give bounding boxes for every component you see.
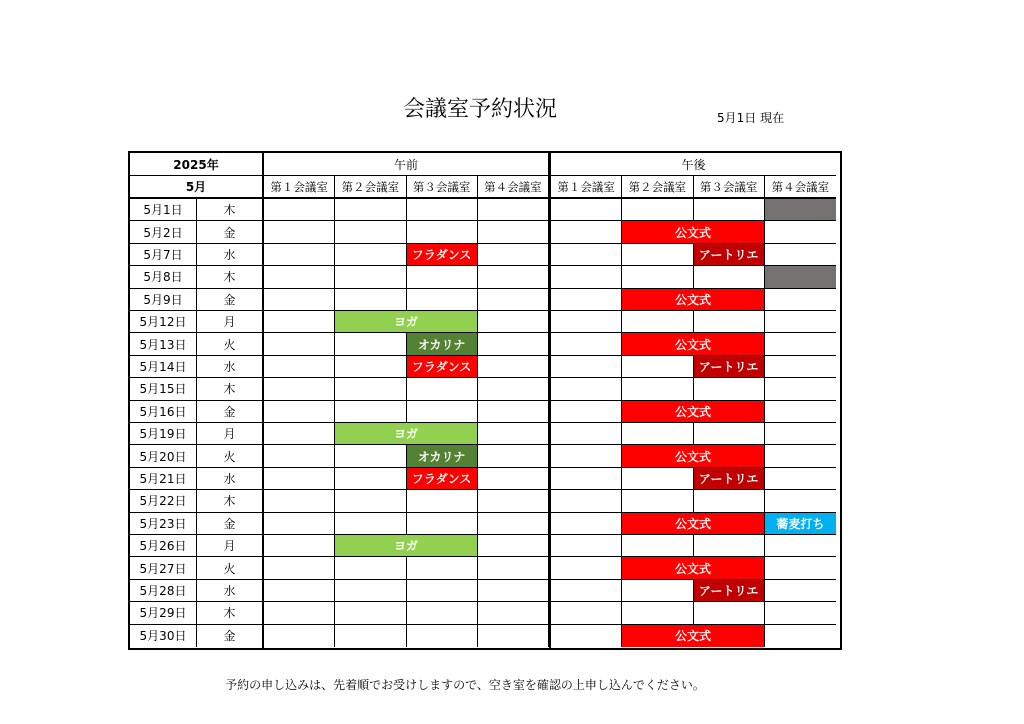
slot-empty[interactable] bbox=[335, 625, 406, 647]
slot-empty[interactable] bbox=[264, 199, 335, 221]
slot-empty[interactable] bbox=[622, 356, 693, 378]
slot-empty[interactable] bbox=[765, 311, 836, 333]
slot-empty[interactable] bbox=[478, 602, 549, 624]
slot-empty[interactable] bbox=[551, 625, 622, 647]
slot-empty[interactable] bbox=[765, 356, 836, 378]
slot-empty[interactable] bbox=[264, 221, 335, 243]
slot-empty[interactable] bbox=[765, 378, 836, 400]
slot-empty[interactable] bbox=[622, 199, 693, 221]
header-room: 第１会議室 bbox=[551, 176, 622, 199]
slot-empty[interactable] bbox=[335, 513, 406, 535]
reservation-block[interactable]: 公文式 bbox=[622, 557, 765, 579]
slot-empty[interactable] bbox=[335, 602, 406, 624]
slot-empty[interactable] bbox=[551, 535, 622, 557]
reservation-block[interactable]: オカリナ bbox=[407, 445, 478, 467]
reservation-block[interactable]: ヨガ bbox=[335, 423, 478, 445]
header-room: 第１会議室 bbox=[264, 176, 335, 199]
row-date: 5月20日 bbox=[130, 445, 197, 467]
slot-empty[interactable] bbox=[478, 221, 549, 243]
slot-empty[interactable] bbox=[264, 423, 335, 445]
slot-empty[interactable] bbox=[335, 557, 406, 579]
row-weekday: 火 bbox=[197, 333, 262, 355]
slot-empty[interactable] bbox=[478, 244, 549, 266]
slot-empty[interactable] bbox=[622, 490, 693, 512]
slot-empty[interactable] bbox=[765, 490, 836, 512]
slot-empty[interactable] bbox=[622, 423, 693, 445]
slot-empty[interactable] bbox=[551, 580, 622, 602]
slot-empty[interactable] bbox=[335, 468, 406, 490]
unavailable-block[interactable] bbox=[765, 199, 836, 221]
header-room: 第３会議室 bbox=[694, 176, 765, 199]
slot-empty[interactable] bbox=[694, 423, 765, 445]
row-date: 5月27日 bbox=[130, 557, 197, 579]
slot-empty[interactable] bbox=[551, 244, 622, 266]
row-date: 5月1日 bbox=[130, 199, 197, 221]
slot-empty[interactable] bbox=[622, 602, 693, 624]
slot-empty[interactable] bbox=[551, 333, 622, 355]
slot-empty[interactable] bbox=[765, 468, 836, 490]
slot-empty[interactable] bbox=[335, 401, 406, 423]
slot-empty[interactable] bbox=[551, 513, 622, 535]
slot-empty[interactable] bbox=[478, 401, 549, 423]
slot-empty[interactable] bbox=[551, 378, 622, 400]
row-date: 5月15日 bbox=[130, 378, 197, 400]
slot-empty[interactable] bbox=[335, 580, 406, 602]
slot-empty[interactable] bbox=[478, 311, 549, 333]
slot-empty[interactable] bbox=[551, 289, 622, 311]
slot-empty[interactable] bbox=[765, 557, 836, 579]
slot-empty[interactable] bbox=[551, 602, 622, 624]
slot-empty[interactable] bbox=[335, 333, 406, 355]
slot-empty[interactable] bbox=[551, 356, 622, 378]
slot-empty[interactable] bbox=[694, 378, 765, 400]
column-separator bbox=[262, 153, 264, 648]
unavailable-block[interactable] bbox=[765, 266, 836, 288]
slot-empty[interactable] bbox=[335, 289, 406, 311]
slot-empty[interactable] bbox=[335, 221, 406, 243]
row-date: 5月19日 bbox=[130, 423, 197, 445]
slot-empty[interactable] bbox=[407, 199, 478, 221]
slot-empty[interactable] bbox=[765, 423, 836, 445]
row-date: 5月28日 bbox=[130, 580, 197, 602]
reservation-block[interactable]: 公文式 bbox=[622, 289, 765, 311]
column-separator bbox=[549, 153, 551, 648]
footer-note: 予約の申し込みは、先着順でお受けしますので、空き室を確認の上申し込んでください。 bbox=[225, 678, 705, 692]
slot-empty[interactable] bbox=[478, 445, 549, 467]
slot-empty[interactable] bbox=[264, 289, 335, 311]
slot-empty[interactable] bbox=[765, 244, 836, 266]
slot-empty[interactable] bbox=[622, 468, 693, 490]
slot-empty[interactable] bbox=[264, 333, 335, 355]
reservation-block[interactable]: 公文式 bbox=[622, 401, 765, 423]
header-pm: 午後 bbox=[551, 153, 836, 176]
reservation-block[interactable]: 公文式 bbox=[622, 445, 765, 467]
reservation-block[interactable]: ヨガ bbox=[335, 535, 478, 557]
row-date: 5月29日 bbox=[130, 602, 197, 624]
reservation-block[interactable]: 蕎麦打ち bbox=[765, 513, 836, 535]
slot-empty[interactable] bbox=[478, 580, 549, 602]
slot-empty[interactable] bbox=[264, 266, 335, 288]
slot-empty[interactable] bbox=[407, 266, 478, 288]
reservation-block[interactable]: 公文式 bbox=[622, 333, 765, 355]
row-weekday: 水 bbox=[197, 244, 262, 266]
reservation-block[interactable]: 公文式 bbox=[622, 625, 765, 647]
slot-empty[interactable] bbox=[335, 244, 406, 266]
slot-empty[interactable] bbox=[551, 311, 622, 333]
slot-empty[interactable] bbox=[264, 378, 335, 400]
slot-empty[interactable] bbox=[478, 356, 549, 378]
slot-empty[interactable] bbox=[335, 199, 406, 221]
slot-empty[interactable] bbox=[407, 557, 478, 579]
slot-empty[interactable] bbox=[407, 289, 478, 311]
slot-empty[interactable] bbox=[551, 423, 622, 445]
slot-empty[interactable] bbox=[622, 311, 693, 333]
reservation-block[interactable]: 公文式 bbox=[622, 221, 765, 243]
slot-empty[interactable] bbox=[478, 513, 549, 535]
row-date: 5月2日 bbox=[130, 221, 197, 243]
row-date: 5月22日 bbox=[130, 490, 197, 512]
row-weekday: 金 bbox=[197, 289, 262, 311]
row-weekday: 水 bbox=[197, 356, 262, 378]
slot-empty[interactable] bbox=[551, 557, 622, 579]
slot-empty[interactable] bbox=[694, 535, 765, 557]
slot-empty[interactable] bbox=[407, 513, 478, 535]
row-weekday: 月 bbox=[197, 311, 262, 333]
slot-empty[interactable] bbox=[264, 513, 335, 535]
slot-empty[interactable] bbox=[335, 378, 406, 400]
header-year: 2025年 bbox=[130, 153, 262, 176]
slot-empty[interactable] bbox=[264, 557, 335, 579]
row-weekday: 木 bbox=[197, 378, 262, 400]
slot-empty[interactable] bbox=[478, 490, 549, 512]
slot-empty[interactable] bbox=[264, 602, 335, 624]
row-weekday: 木 bbox=[197, 266, 262, 288]
slot-empty[interactable] bbox=[622, 244, 693, 266]
reservation-block[interactable]: アートリエ bbox=[694, 468, 765, 490]
row-weekday: 金 bbox=[223, 629, 236, 644]
slot-empty[interactable] bbox=[478, 468, 549, 490]
row-weekday: 月 bbox=[197, 535, 262, 557]
row-date: 5月14日 bbox=[130, 356, 197, 378]
row-weekday: 水 bbox=[197, 580, 262, 602]
row-date: 5月8日 bbox=[130, 266, 197, 288]
reservation-block[interactable]: フラダンス bbox=[407, 356, 478, 378]
slot-empty[interactable] bbox=[551, 221, 622, 243]
slot-empty[interactable] bbox=[264, 468, 335, 490]
as-of-date: 5月1日 現在 bbox=[717, 111, 785, 125]
slot-empty[interactable] bbox=[335, 356, 406, 378]
slot-empty[interactable] bbox=[694, 311, 765, 333]
header-room: 第４会議室 bbox=[765, 176, 836, 199]
slot-empty[interactable] bbox=[478, 378, 549, 400]
slot-empty[interactable] bbox=[264, 490, 335, 512]
reservation-block[interactable]: アートリエ bbox=[694, 356, 765, 378]
slot-empty[interactable] bbox=[622, 535, 693, 557]
row-date: 5月30日 bbox=[130, 625, 197, 647]
row-weekday: 金 bbox=[197, 221, 262, 243]
slot-empty[interactable] bbox=[622, 580, 693, 602]
slot-empty[interactable] bbox=[694, 602, 765, 624]
slot-empty[interactable] bbox=[694, 199, 765, 221]
slot-empty[interactable] bbox=[264, 580, 335, 602]
slot-empty[interactable] bbox=[765, 221, 836, 243]
slot-empty[interactable] bbox=[407, 221, 478, 243]
header-room: 第４会議室 bbox=[478, 176, 549, 199]
row-date: 5月23日 bbox=[130, 513, 197, 535]
reservation-block[interactable]: アートリエ bbox=[694, 580, 765, 602]
slot-empty[interactable] bbox=[264, 356, 335, 378]
slot-empty[interactable] bbox=[407, 580, 478, 602]
slot-empty[interactable] bbox=[335, 266, 406, 288]
header-room: 第２会議室 bbox=[335, 176, 406, 199]
slot-empty[interactable] bbox=[335, 445, 406, 467]
slot-empty[interactable] bbox=[765, 401, 836, 423]
slot-empty[interactable] bbox=[478, 625, 549, 647]
row-date: 5月13日 bbox=[130, 333, 197, 355]
slot-empty[interactable] bbox=[407, 378, 478, 400]
slot-empty[interactable] bbox=[478, 423, 549, 445]
row-weekday: 水 bbox=[197, 468, 262, 490]
row-weekday: 火 bbox=[197, 557, 262, 579]
row-date: 5月7日 bbox=[130, 244, 197, 266]
row-date: 5月9日 bbox=[130, 289, 197, 311]
slot-empty[interactable] bbox=[694, 266, 765, 288]
slot-empty[interactable] bbox=[765, 289, 836, 311]
row-date: 5月26日 bbox=[130, 535, 197, 557]
slot-empty[interactable] bbox=[264, 445, 335, 467]
slot-empty[interactable] bbox=[264, 625, 335, 647]
row-weekday: 火 bbox=[197, 445, 262, 467]
reservation-block[interactable]: ヨガ bbox=[335, 311, 478, 333]
slot-empty[interactable] bbox=[551, 468, 622, 490]
slot-empty[interactable] bbox=[478, 289, 549, 311]
slot-empty[interactable] bbox=[335, 490, 406, 512]
slot-empty[interactable] bbox=[264, 244, 335, 266]
slot-empty[interactable] bbox=[478, 535, 549, 557]
reservation-block[interactable]: フラダンス bbox=[407, 244, 478, 266]
slot-empty[interactable] bbox=[264, 401, 335, 423]
row-date: 5月12日 bbox=[130, 311, 197, 333]
slot-empty[interactable] bbox=[765, 602, 836, 624]
slot-empty[interactable] bbox=[551, 199, 622, 221]
row-date: 5月21日 bbox=[130, 468, 197, 490]
slot-empty[interactable] bbox=[478, 557, 549, 579]
slot-empty[interactable] bbox=[551, 401, 622, 423]
slot-empty[interactable] bbox=[765, 535, 836, 557]
slot-empty[interactable] bbox=[407, 401, 478, 423]
page-title: 会議室予約状況 bbox=[402, 97, 557, 122]
slot-empty[interactable] bbox=[551, 445, 622, 467]
slot-empty[interactable] bbox=[765, 333, 836, 355]
row-weekday: 金 bbox=[197, 513, 262, 535]
slot-empty[interactable] bbox=[478, 266, 549, 288]
slot-empty[interactable] bbox=[407, 490, 478, 512]
row-weekday: 月 bbox=[197, 423, 262, 445]
slot-empty[interactable] bbox=[264, 311, 335, 333]
slot-empty[interactable] bbox=[407, 625, 478, 647]
header-month: 5月 bbox=[130, 176, 262, 199]
slot-empty[interactable] bbox=[407, 602, 478, 624]
slot-empty[interactable] bbox=[551, 490, 622, 512]
row-weekday: 木 bbox=[197, 490, 262, 512]
slot-empty[interactable] bbox=[478, 199, 549, 221]
slot-empty[interactable] bbox=[551, 266, 622, 288]
slot-empty[interactable] bbox=[622, 266, 693, 288]
reservation-block[interactable]: オカリナ bbox=[407, 333, 478, 355]
slot-empty[interactable] bbox=[264, 535, 335, 557]
reservation-block[interactable]: アートリエ bbox=[694, 244, 765, 266]
row-weekday: 木 bbox=[197, 602, 262, 624]
row-date: 5月16日 bbox=[130, 401, 197, 423]
reservation-block[interactable]: フラダンス bbox=[407, 468, 478, 490]
row-weekday: 木 bbox=[197, 199, 262, 221]
row-weekday: 金 bbox=[197, 401, 262, 423]
header-am: 午前 bbox=[264, 153, 549, 176]
slot-empty[interactable] bbox=[765, 580, 836, 602]
slot-empty[interactable] bbox=[694, 490, 765, 512]
reservation-block[interactable]: 公文式 bbox=[622, 513, 765, 535]
slot-empty[interactable] bbox=[765, 445, 836, 467]
header-room: 第２会議室 bbox=[622, 176, 693, 199]
header-room: 第３会議室 bbox=[407, 176, 478, 199]
slot-empty[interactable] bbox=[478, 333, 549, 355]
slot-empty[interactable] bbox=[765, 625, 836, 647]
slot-empty[interactable] bbox=[622, 378, 693, 400]
reservation-table bbox=[128, 151, 842, 650]
